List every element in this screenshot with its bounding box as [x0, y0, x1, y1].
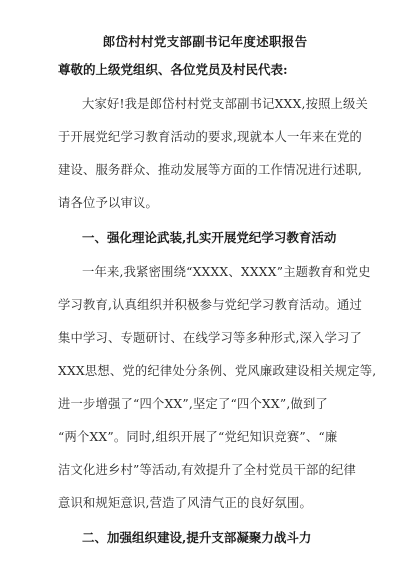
- document-title: 郎岱村村党支部副书记年度述职报告: [102, 34, 308, 49]
- paragraph-line: 集中学习、专题研讨、在线学习等多种形式,深入学习了: [58, 331, 363, 345]
- paragraph-line: 大家好!我是郎岱村村党支部副书记XXX,按照上级关: [82, 97, 369, 111]
- paragraph-line: XXX思想、党的纪律处分条例、党风廉政建设相关规定等,: [58, 364, 377, 378]
- section-heading-2: 二、加强组织建设,提升支部凝聚力战斗力: [82, 530, 312, 545]
- paragraph-line: 于开展党纪学习教育活动的要求,现就本人一年来在党的: [58, 130, 363, 144]
- paragraph-line: 建设、服务群众、推动发展等方面的工作情况进行述职,: [58, 163, 363, 177]
- paragraph-line: 学习教育,认真组织并积极参与党纪学习教育活动。通过: [58, 298, 363, 312]
- section-heading-1: 一、强化理论武装,扎实开展党纪学习教育活动: [82, 230, 337, 245]
- paragraph-line: 意识和规矩意识,营造了风清气正的良好氛围。: [58, 496, 313, 510]
- paragraph-line: “两个XX”。同时,组织开展了“党纪知识竞赛”、“廉: [58, 430, 338, 444]
- paragraph-line: 一年来,我紧密围绕“XXXX、XXXX”主题教育和党史: [82, 265, 371, 279]
- paragraph-line: 洁文化进乡村”等活动,有效提升了全村党员干部的纪律: [58, 463, 357, 477]
- paragraph-line: 进一步增强了“四个XX”,坚定了“四个XX”,做到了: [58, 397, 328, 411]
- paragraph-line: 请各位予以审议。: [58, 196, 158, 210]
- salutation: 尊敬的上级党组织、各位党员及村民代表:: [58, 62, 288, 77]
